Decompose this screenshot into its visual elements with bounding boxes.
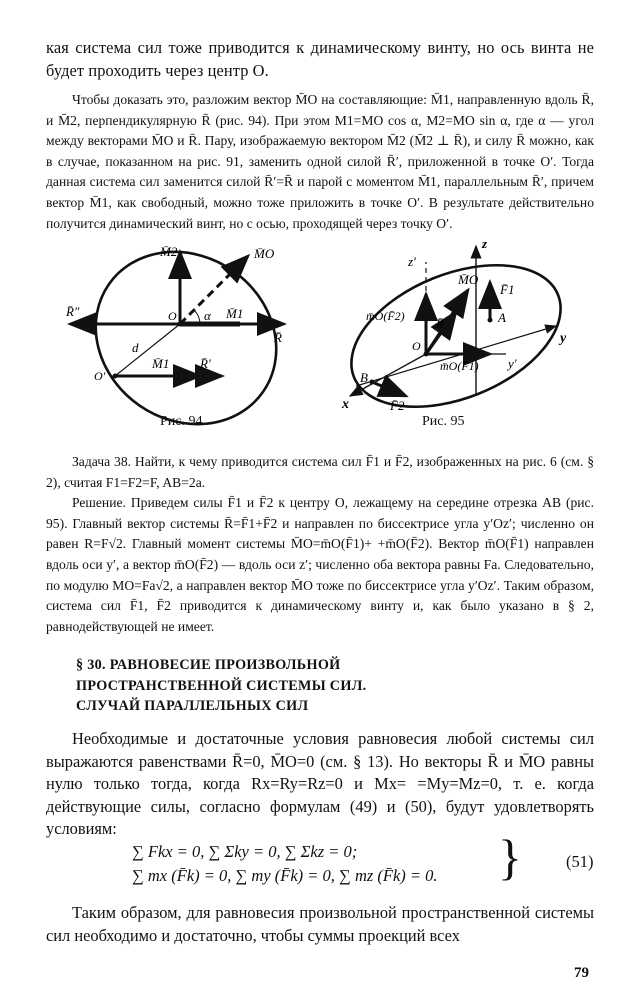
label-r-prime: R̄′ bbox=[200, 356, 211, 371]
body-paragraph: Необходимые и достаточные условия равновесия любой системы сил выражаются равенствами R̄=0, M̄O=0 (см. § 13). Но векторы R̄ и M̄O равны нулю только тогда, когда Rx=Ry=Rz=0 и Mx= =My=Mz=0, т. е. когда действующие силы, согласно формулам (49) и (50), будут удовлетворять условиям: bbox=[46, 729, 594, 838]
section-heading-line: ПРОСТРАНСТВЕННОЙ СИСТЕМЫ СИЛ. bbox=[76, 677, 367, 694]
section-heading bbox=[76, 655, 366, 717]
figure-95 bbox=[336, 236, 586, 416]
label-o-prime: O′ bbox=[94, 369, 106, 383]
lead-paragraph: кая система сил тоже приводится к динамическому винту, но ось винта не будет проходить через центр O. bbox=[46, 38, 594, 80]
page-number: 79 bbox=[574, 965, 589, 981]
label-r-double-prime: R̄″ bbox=[66, 304, 80, 319]
label-y-prime: y′ bbox=[508, 356, 517, 371]
equation-brace: } bbox=[498, 829, 522, 885]
y-axis bbox=[356, 326, 556, 386]
label-x: x bbox=[342, 397, 349, 412]
label-m2: M̄2 bbox=[160, 244, 178, 259]
label-r: R̄ bbox=[436, 316, 444, 331]
body-outline bbox=[62, 236, 310, 436]
d-line bbox=[115, 324, 180, 376]
point-o bbox=[178, 322, 183, 327]
final-paragraph: Таким образом, для равновесия произвольной пространственной системы сил необходимо и достаточно, чтобы суммы проекций всех bbox=[46, 903, 594, 945]
proof-paragraph-block bbox=[46, 90, 594, 234]
section-heading-line: § 30. РАВНОВЕСИЕ ПРОИЗВОЛЬНОЙ bbox=[76, 657, 341, 673]
task-solution: Решение. Приведем силы F̄1 и F̄2 к центру O, лежащему на середине отрезка AB (рис. 95). Главный вектор системы R̄=F̄1+F̄2 и направлен по биссектрисе угла y′Oz′; численно он равен R=F√2. Главный момент системы M̄O=m̄O(F̄1)+ +m̄O(F̄2). Вектор m̄O(F̄1) направлен вдоль оси y′, а вектор m̄O(F̄2) — вдоль оси z′; численно оба вектора равны Fa. Следовательно, по модулю MO=Fa√2, а направлен вектор M̄O тоже по биссектрисе угла y′Oz′. Таким образом, система сил F̄1, F̄2 приводится к динамическому винту и, как было указано в § 2, равнодействующей не имеет. bbox=[46, 495, 594, 634]
label-m0f1: m̄O(F̄1) bbox=[440, 359, 479, 373]
label-a: A bbox=[498, 310, 506, 325]
task-block bbox=[46, 452, 594, 637]
task-statement: Задача 38. Найти, к чему приводится система сил F̄1 и F̄2, изображенных на рис. 6 (см. § 2), считая F1=F2=F, AB=2a. bbox=[46, 454, 594, 490]
equation-line: ∑ mx (F̄k) = 0, ∑ my (F̄k) = 0, ∑ mz (F̄k) = 0. bbox=[132, 866, 438, 885]
label-z: z bbox=[482, 236, 488, 251]
section-heading-line: СЛУЧАЙ ПАРАЛЛЕЛЬНЫХ СИЛ bbox=[76, 698, 309, 714]
label-f2: F̄2 bbox=[390, 398, 405, 413]
f2-vector-line bbox=[372, 382, 406, 396]
point-o-prime bbox=[113, 374, 118, 379]
equations-51 bbox=[132, 840, 438, 888]
label-z-prime: z′ bbox=[408, 254, 416, 269]
label-d: d bbox=[132, 340, 139, 355]
equation-number: (51) bbox=[566, 852, 594, 871]
figure-95-caption: Рис. 95 bbox=[422, 414, 465, 429]
label-o: O bbox=[168, 309, 177, 323]
label-y: y bbox=[560, 331, 567, 346]
label-r: R̄ bbox=[274, 330, 282, 345]
point-a bbox=[488, 318, 493, 323]
point-o bbox=[424, 352, 429, 357]
label-o: O bbox=[412, 339, 421, 353]
label-m0: M̄O bbox=[254, 246, 275, 261]
body-outline bbox=[336, 237, 581, 416]
label-m1-shifted: M̄1 bbox=[152, 356, 170, 371]
proof-paragraph: Чтобы доказать это, разложим вектор M̄O на составляющие: M̄1, направленную вдоль R̄, и M̄2, перпендикулярную R̄ (рис. 94). При этом M1=MO cos α, M2=MO sin α, где α — угол между векторами M̄O и R̄. Пару, изображаемую вектором M̄2 (M̄2 ⊥ R̄), и силу R̄ можно, как в случае, показанном на рис. 91, заменить одной силой R̄′, приложенной в точке O′. Тогда данная система сил заменится силой R̄′=R̄ и парой с моментом M̄1, параллельным R̄′, причем вектор M̄1, как свободный, можно тоже приложить в точке O′. В результате действительно получится динамический винт, но с осью, проходящей через точку O′. bbox=[46, 92, 594, 231]
label-b: B bbox=[360, 370, 368, 385]
label-f1: F̄1 bbox=[500, 282, 515, 297]
label-alpha: α bbox=[204, 308, 211, 323]
figure-94-caption: Рис. 94 bbox=[160, 414, 203, 429]
figure-94 bbox=[60, 236, 320, 436]
point-b bbox=[370, 380, 375, 385]
equation-line: ∑ Fkx = 0, ∑ Σky = 0, ∑ Σkz = 0; bbox=[132, 842, 358, 861]
label-m1: M̄1 bbox=[226, 306, 244, 321]
label-m0: M̄O bbox=[458, 272, 479, 287]
label-m0f2: m̄O(F̄2) bbox=[366, 309, 405, 323]
